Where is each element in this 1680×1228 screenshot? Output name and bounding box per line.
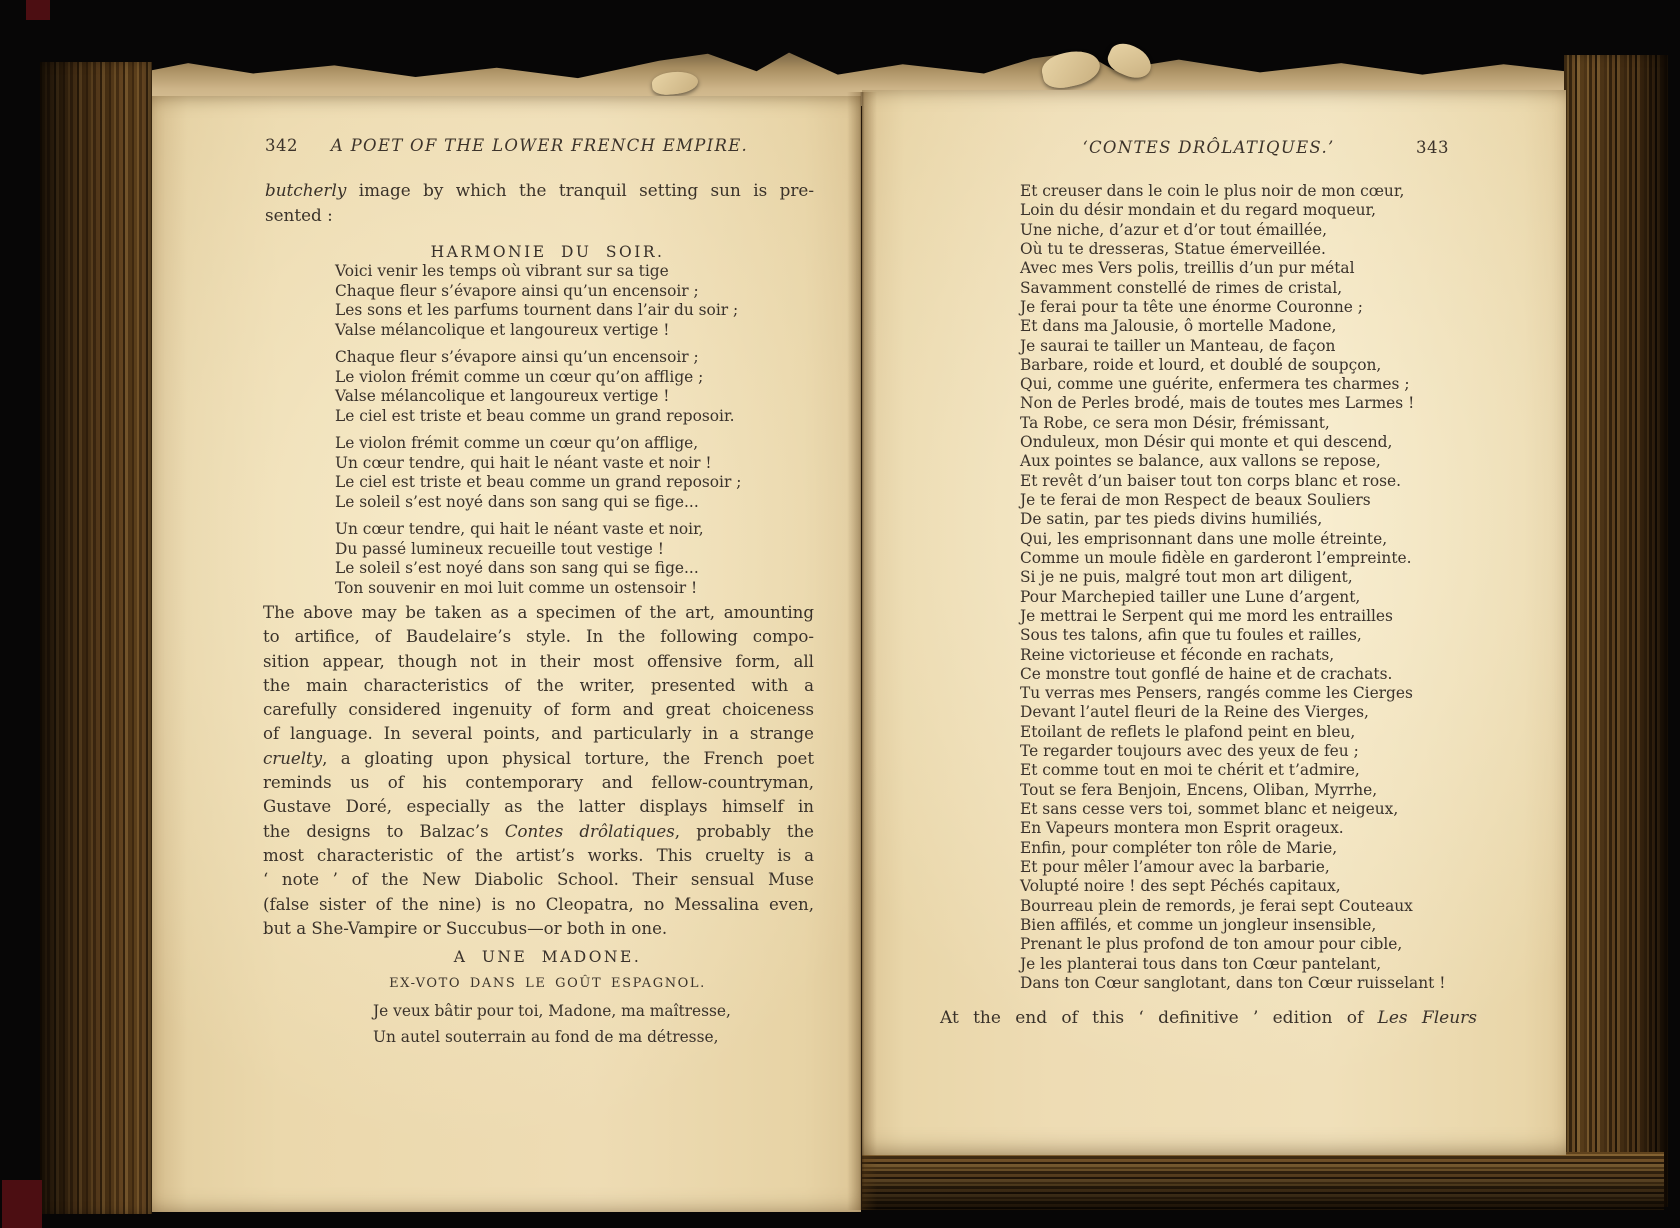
cover-corner-top-left <box>26 0 50 20</box>
prose-line: The above may be taken as a specimen of the art, amounting <box>263 603 814 622</box>
poem-line: Loin du désir mondain et du regard moqueur, <box>1020 201 1377 220</box>
poem-line: Et pour mêler l’amour avec la barbarie, <box>1020 857 1330 876</box>
poem-line: Tu verras mes Pensers, rangés comme les Cierges <box>1020 684 1413 703</box>
poem-line: Le ciel est triste et beau comme un grand reposoir. <box>335 406 735 425</box>
prose-line: sition appear, though not in their most offensive form, all <box>263 651 814 671</box>
prose-line: but a She-Vampire or Succubus—or both in one. <box>263 918 668 938</box>
poem-line: Chaque fleur s’évapore ainsi qu’un encensoir ; <box>335 281 699 300</box>
poem-line: Le violon frémit comme un cœur qu’on afflige, <box>335 434 699 452</box>
prose-paragraph <box>263 601 814 941</box>
prose-line: ‘ note ’ of the New Diabolic School. Their sensual Muse <box>263 870 814 890</box>
poem-line: Le ciel est triste et beau comme un grand reposoir ; <box>335 473 742 491</box>
running-title-left: A POET OF THE LOWER FRENCH EMPIRE. <box>330 136 749 155</box>
intro-line: butcherly image by which the tranquil setting sun is pre- <box>265 180 814 200</box>
poem-line: Volupté noire ! des sept Péchés capitaux, <box>1020 877 1341 896</box>
prose-line: most characteristic of the artist’s works. This cruelty is a <box>263 845 814 865</box>
poem-madone-continued <box>1020 182 1490 993</box>
fore-edge-left <box>40 62 152 1214</box>
prose-line: cruelty, a gloating upon physical torture, the French poet <box>263 748 814 768</box>
poem-madone <box>373 999 731 1050</box>
poem-line: Barbare, roide et lourd, et doublé de soupçon, <box>1020 355 1382 374</box>
poem-line: Et creuser dans le coin le plus noir de mon cœur, <box>1020 182 1405 200</box>
poem-line: Comme un moule fidèle en garderont l’empreinte. <box>1020 548 1412 567</box>
poem-line: Enfin, pour compléter ton rôle de Marie, <box>1020 838 1338 857</box>
poem-line: Chaque fleur s’évapore ainsi qu’un encensoir ; <box>335 348 699 366</box>
poem-line: Bien affilés, et comme un jongleur insensible, <box>1020 915 1377 934</box>
prose-line: the main characteristics of the writer, presented with a <box>263 675 814 695</box>
poem-stanza <box>335 520 855 598</box>
poem-line: Avec mes Vers polis, treillis d’un pur métal <box>1020 259 1355 278</box>
fore-edge-right <box>1564 55 1668 1207</box>
left-page <box>152 96 861 1212</box>
poem-line: Je les planterai tous dans ton Cœur pantelant, <box>1020 954 1382 973</box>
poem-line: Un cœur tendre, qui hait le néant vaste et noir, <box>335 520 704 538</box>
poem-line: Les sons et les parfums tournent dans l’air du soir ; <box>335 301 739 319</box>
closing-line: At the end of this ‘ definitive ’ edition of Les Fleurs <box>940 1008 1477 1028</box>
right-page <box>862 90 1566 1155</box>
poem-line: De satin, par tes pieds divins humiliés, <box>1020 510 1323 529</box>
poem-line: Le violon frémit comme un cœur qu’on afflige ; <box>335 367 704 386</box>
poem-line: Dans ton Cœur sanglotant, dans ton Cœur ruisselant ! <box>1020 973 1446 992</box>
poem-line: Tout se fera Benjoin, Encens, Oliban, Myrrhe, <box>1020 780 1378 799</box>
poem-line: Une niche, d’azur et d’or tout émaillée, <box>1020 220 1327 239</box>
poem-line: Qui, comme une guérite, enfermera tes charmes ; <box>1020 375 1410 394</box>
prose-line: to artifice, of Baudelaire’s style. In the following compo- <box>263 627 814 647</box>
poem-line: Savamment constellé de rimes de cristal, <box>1020 278 1343 297</box>
poem-harmonie <box>335 262 855 606</box>
bottom-edge-right <box>862 1152 1664 1210</box>
poem-title-madone: A UNE MADONE. <box>453 948 642 966</box>
page-number-left: 342 <box>265 136 298 155</box>
poem-line: Je veux bâtir pour toi, Madone, ma maîtresse, <box>373 1002 731 1020</box>
poem-line: Et comme tout en moi te chérit et t’admire, <box>1020 761 1360 780</box>
prose-line: Gustave Doré, especially as the latter displays himself in <box>263 797 814 817</box>
poem-subtitle-madone: EX-VOTO DANS LE GOÛT ESPAGNOL. <box>389 976 706 991</box>
poem-line: Voici venir les temps où vibrant sur sa tige <box>335 262 669 280</box>
prose-line: reminds us of his contemporary and fellow-countryman, <box>263 773 814 793</box>
poem-line: Un autel souterrain au fond de ma détresse, <box>373 1027 719 1046</box>
running-head-left <box>265 136 814 158</box>
poem-line: Où tu te dresseras, Statue émerveillée. <box>1020 239 1326 258</box>
poem-line: Te regarder toujours avec des yeux de feu ; <box>1020 742 1359 761</box>
prose-line: carefully considered ingenuity of form and great choiceness <box>263 700 814 720</box>
poem-line: Le soleil s’est noyé dans son sang qui se fige... <box>335 559 699 577</box>
running-head-right <box>940 138 1477 160</box>
poem-line: Pour Marchepied tailler une Lune d’argent, <box>1020 587 1361 606</box>
poem-line: Ce monstre tout gonflé de haine et de crachats. <box>1020 664 1393 683</box>
poem-line: Sous tes talons, afin que tu foules et railles, <box>1020 626 1362 645</box>
book-gutter <box>847 92 877 1210</box>
poem-line: Si je ne puis, malgré tout mon art diligent, <box>1020 568 1353 587</box>
poem-line: Et sans cesse vers toi, sommet blanc et neigeux, <box>1020 800 1399 818</box>
cover-corner-bottom-left <box>2 1180 42 1228</box>
poem-line: Non de Perles brodé, mais de toutes mes Larmes ! <box>1020 394 1415 413</box>
prose-line: of language. In several points, and particularly in a strange <box>263 724 814 744</box>
prose-line: (false sister of the nine) is no Cleopatra, no Messalina even, <box>263 894 814 914</box>
intro-paragraph <box>265 178 814 228</box>
poem-line: Je saurai te tailler un Manteau, de façon <box>1020 336 1336 355</box>
poem-line: Qui, les emprisonnant dans une molle étreinte, <box>1020 529 1388 548</box>
poem-line: En Vapeurs montera mon Esprit orageux. <box>1020 819 1344 838</box>
page-number-right: 343 <box>1416 138 1449 157</box>
poem-line: Et revêt d’un baiser tout ton corps blanc et rose. <box>1020 471 1401 490</box>
poem-line: Onduleux, mon Désir qui monte et qui descend, <box>1020 433 1393 452</box>
poem-line: Je te ferai de mon Respect de beaux Souliers <box>1020 491 1371 509</box>
poem-line: Aux pointes se balance, aux vallons se repose, <box>1020 452 1381 471</box>
poem-line: Ta Robe, ce sera mon Désir, frémissant, <box>1020 413 1330 432</box>
poem-line: Devant l’autel fleuri de la Reine des Vierges, <box>1020 703 1369 722</box>
poem-title-harmonie: HARMONIE DU SOIR. <box>430 243 665 261</box>
poem-line: Un cœur tendre, qui hait le néant vaste et noir ! <box>335 453 712 472</box>
intro-line: sented : <box>265 205 333 225</box>
poem-line: Le soleil s’est noyé dans son sang qui se fige... <box>335 492 699 511</box>
poem-line: Bourreau plein de remords, je ferai sept Couteaux <box>1020 896 1413 915</box>
poem-stanza <box>335 262 855 340</box>
poem-line: Valse mélancolique et langoureux vertige ! <box>335 320 670 339</box>
poem-stanza <box>335 434 855 512</box>
running-title-right: ‘CONTES DRÔLATIQUES.’ <box>1082 138 1335 157</box>
poem-line: Valse mélancolique et langoureux vertige ! <box>335 387 670 405</box>
prose-line: the designs to Balzac’s Contes drôlatiques, probably the <box>263 821 814 841</box>
poem-line: Reine victorieuse et féconde en rachats, <box>1020 645 1335 664</box>
poem-line: Etoilant de reflets le plafond peint en bleu, <box>1020 722 1356 741</box>
poem-stanza <box>335 348 855 426</box>
poem-line: Prenant le plus profond de ton amour pour cible, <box>1020 935 1403 954</box>
poem-line: Je mettrai le Serpent qui me mord les entrailles <box>1020 606 1393 625</box>
poem-line: Du passé lumineux recueille tout vestige ! <box>335 539 664 558</box>
poem-line: Je ferai pour ta tête une énorme Couronne ; <box>1020 297 1363 316</box>
poem-line: Et dans ma Jalousie, ô mortelle Madone, <box>1020 317 1337 336</box>
poem-line: Ton souvenir en moi luit comme un ostensoir ! <box>335 578 698 597</box>
